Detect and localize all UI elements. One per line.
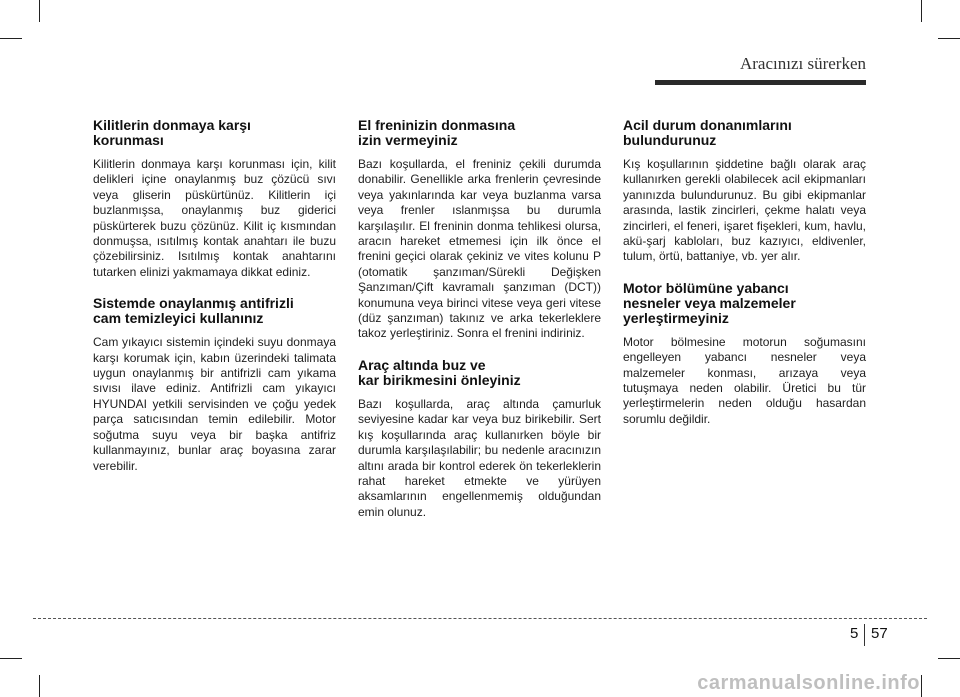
column-3 — [623, 118, 866, 443]
column-1 — [93, 118, 336, 490]
page-separator — [864, 624, 865, 646]
heading-washer-antifreeze: Sistemde onaylanmış antifrizli cam temizleyici kullanınız — [93, 295, 294, 327]
section-title: Aracınızı sürerken — [739, 54, 866, 73]
heading-emergency-equipment: Acil durum donanımlarını bulundurunuz — [623, 117, 792, 148]
crop-mark — [39, 0, 40, 22]
paragraph-ice-buildup: Bazı koşullarda, araç altında çamurluk seviyesine kadar kar veya buz birikebilir. Sert kış koşullarında araç kullanırken böyle bir durumla karşılaşılabilir; bu nedenle aracınızın altını arada bir kontrol ederek ön tekerleklerin rahat hareket etmekte ve yürüyen aksamlarının engellenmemiş olduğundan emin olunuz. — [358, 396, 601, 519]
crop-mark — [938, 38, 960, 39]
heading-ice-buildup: Araç altında buz ve kar birikmesini önleyiniz — [358, 356, 521, 388]
crop-mark — [39, 675, 40, 697]
chapter-number: 5 — [850, 625, 859, 642]
crop-mark — [921, 0, 922, 22]
crop-mark — [921, 675, 922, 697]
heading-engine-compartment: Motor bölümüne yabancı nesneler veya malzemeler yerleştirmeyiniz — [623, 279, 796, 326]
heading-lock-freeze: Kilitlerin donmaya karşı korunması — [93, 117, 251, 148]
paragraph-emergency-equipment: Kış koşullarının şiddetine bağlı olarak araç kullanırken gerekli olabilecek acil ekipmanları yanınızda bulundurunuz. Bu gibi ekipmanlar arasında, lastik zincirleri, çekme halatı veya zincirleri, el feneri, işaret fişekleri, kum, havlu, akü-şarj kabloları, buz kazıyıcı, eldivenler, tulum, örtü, battaniye, vb. yer alır. — [623, 157, 866, 264]
paragraph-parking-brake: Bazı koşullarda, el freniniz çekili durumda donabilir. Genellikle arka frenlerin çevresinde veya yakınlarında kar veya buzlanma varsa veya frenler ıslanmışsa bu durumla karşılaşılır. El freninin donma tehlikesi olursa, aracın hareket etmemesi için ilk önce el frenini geçici olarak çekiniz ve vites kolunu P (otomatik şanzıman/Sürekli Değişken Şanzıman/Çift kavramalı şanzıman (DCT)) konumuna veya birinci vitese veya geri vitese (düz şanzıman) takınız ve arka tekerleklere takoz yerleştiriniz. Sonra el frenini indiriniz. — [358, 157, 601, 341]
footer-dashed-rule — [33, 618, 927, 619]
paragraph-engine-compartment: Motor bölmesine motorun soğumasını engelleyen yabancı nesneler veya malzemeler konması, arızaya veya tutuşmaya neden olabilir. Üretici bu tür yerleştirmelerin neden olduğu hasardan sorumlu değildir. — [623, 334, 866, 426]
crop-mark — [938, 658, 960, 659]
column-2 — [358, 118, 601, 536]
page-number: 57 — [871, 625, 888, 642]
crop-mark — [0, 658, 22, 659]
header-rule — [655, 80, 866, 85]
heading-parking-brake: El freninizin donmasına izin vermeyiniz — [358, 117, 516, 148]
paragraph-lock-freeze: Kilitlerin donmaya karşı korunması için, kilit delikleri içine onaylanmış buz çözücü sıvı veya gliserin püskürtünüz. Kilitlerin içi buzlanmışsa, onaylanmış buz giderici püskürterek buzu çözünüz. Kilit iç kısmından donmuşsa, ısıtılmış kontak anahtarı ile buzu çözebilirsiniz. Isıtılmış kontak anahtarını tutarken elinizi yakmamaya dikkat ediniz. — [93, 157, 336, 279]
crop-mark — [0, 38, 22, 39]
paragraph-washer-antifreeze: Cam yıkayıcı sistemin içindeki suyu donmaya karşı korumak için, kabın üzerindeki talimata uygun onaylanmış bir antifrizli cam yıkama sıvısı ilave ediniz. Antifrizli cam yıkayıcı HYUNDAI yetkili servisinden ve çoğu yedek parça satıcısından temin edilebilir. Motor soğutma suyu veya bir başka antifriz kullanmayınız, bunlar araç boyasına zarar verebilir. — [93, 335, 336, 473]
watermark: carmanualsonline.info — [697, 672, 920, 694]
